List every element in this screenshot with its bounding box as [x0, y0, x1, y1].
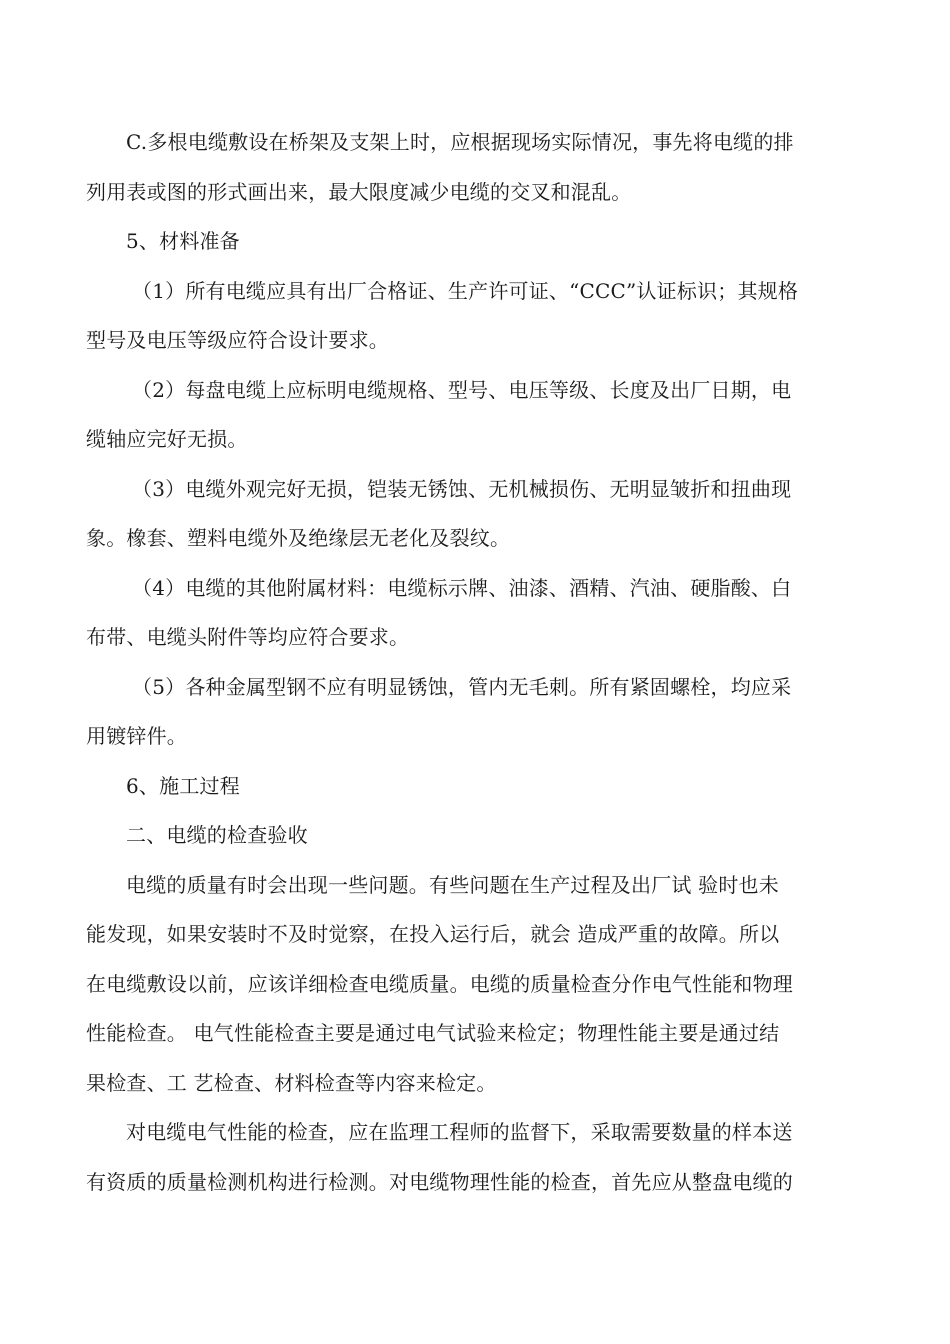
text-line: 型号及电压等级应符合设计要求。	[86, 328, 389, 352]
text-line: 在电缆敷设以前，应该详细检查电缆质量。电缆的质量检查分作电气性能和物理	[86, 971, 793, 996]
text-line: 6、施工过程	[126, 773, 240, 798]
text-line: 5、材料准备	[126, 229, 240, 253]
text-line: 布带、电缆头附件等均应符合要求。	[86, 625, 410, 649]
section-heading-process	[86, 762, 864, 812]
text-line: 对电缆电气性能的检查，应在监理工程师的监督下，采取需要数量的样本送	[126, 1120, 793, 1144]
text-line: （1）所有电缆应具有出厂合格证、生产许可证、“CCC”认证标识；其规格	[132, 278, 799, 303]
text-line: （3）电缆外观完好无损，铠装无锈蚀、无机械损伤、无明显皱折和扭曲现	[132, 476, 792, 501]
text-line: C.多根电缆敷设在桥架及支架上时，应根据现场实际情况，事先将电缆的排	[126, 130, 794, 154]
text-line: 二、电缆的检查验收	[126, 823, 308, 847]
section-heading-inspection	[86, 811, 864, 861]
text-line: 列用表或图的形式画出来，最大限度减少电缆的交叉和混乱。	[86, 179, 632, 204]
list-item-5	[86, 663, 864, 762]
document-page	[86, 118, 864, 1207]
text-line: 缆轴应完好无损。	[86, 427, 248, 451]
list-item-1	[86, 267, 864, 366]
paragraph-cable-quality	[86, 861, 864, 1109]
list-item-3	[86, 465, 864, 564]
text-line: （4）电缆的其他附属材料：电缆标示牌、油漆、酒精、汽油、硬脂酸、白	[132, 575, 792, 600]
list-item-2	[86, 366, 864, 465]
text-line: 能发现，如果安装时不及时觉察，在投入运行后，就会 造成严重的故障。所以	[86, 922, 780, 946]
text-line: 象。橡套、塑料电缆外及绝缘层无老化及裂纹。	[86, 526, 511, 550]
text-line: 有资质的质量检测机构进行检测。对电缆物理性能的检查，首先应从整盘电缆的	[86, 1169, 793, 1194]
text-line: 果检查、工 艺检查、材料检查等内容来检定。	[86, 1070, 497, 1095]
text-line: （5）各种金属型钢不应有明显锈蚀，管内无毛刺。所有紧固螺栓，均应采	[132, 674, 792, 699]
paragraph-cable-arrangement	[86, 118, 864, 217]
section-heading-materials	[86, 217, 864, 267]
text-line: 性能检查。 电气性能检查主要是通过电气试验来检定；物理性能主要是通过结	[86, 1021, 780, 1045]
text-line: 电缆的质量有时会出现一些问题。有些问题在生产过程及出厂试 验时也未	[126, 872, 779, 897]
text-line: （2）每盘电缆上应标明电缆规格、型号、电压等级、长度及出厂日期，电	[132, 377, 792, 402]
text-line: 用镀锌件。	[86, 724, 187, 748]
paragraph-electrical-check	[86, 1108, 864, 1207]
list-item-4	[86, 564, 864, 663]
